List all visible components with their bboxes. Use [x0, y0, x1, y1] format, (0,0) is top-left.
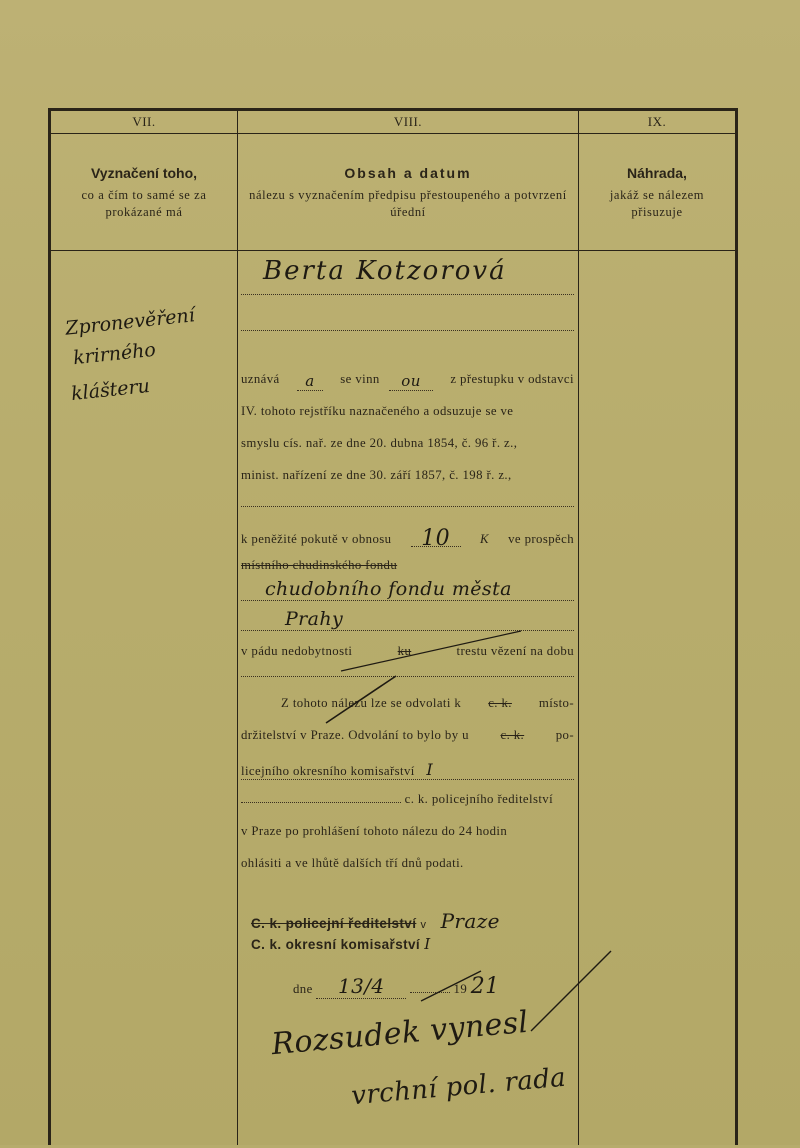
header-viii-subtitle: nálezu s vyznačením předpisu přestoupeného a potvrzení úřední: [249, 188, 567, 219]
handwritten-fund-2: Prahy: [285, 608, 344, 630]
text-dne: dne: [293, 982, 313, 996]
struck-ck: c. k.: [500, 728, 525, 742]
handwritten-offence-line-1: Zpronevěření: [64, 304, 196, 340]
struck-ck: c. k.: [488, 696, 512, 710]
text-trestu: trestu vězení na dobu: [456, 644, 574, 658]
text: držitelství v Praze. Odvolání to bylo by u: [241, 728, 469, 742]
text: c. k. policejního ředitelství: [404, 792, 554, 806]
struck-ku: ku: [397, 644, 412, 658]
handwritten-district: I: [426, 760, 434, 779]
text-currency: K: [479, 532, 489, 546]
handwritten-offence-line-2: krirného: [72, 338, 157, 370]
handwritten-signature-title: vrchní pol. rada: [350, 1062, 568, 1112]
text: v Praze po prohlášení tohoto nálezu do 24 hodin: [241, 824, 508, 838]
text-pokuta: k peněžité pokutě v obnosu: [241, 532, 392, 546]
text-nedobytnosti: v pádu nedobytnosti: [241, 644, 353, 658]
header-ix-title: Náhrada,: [627, 165, 687, 181]
column-number-viii: VIII.: [393, 114, 423, 129]
text: místo-: [538, 696, 574, 710]
stamp-text: C. k. policejní ředitelství: [251, 916, 417, 931]
appeal-line-6: ohlásiti a ve lhůtě dalších tří dnů podati.: [241, 856, 464, 870]
header-ix-subtitle: jakáž se nálezem přisuzuje: [609, 188, 705, 219]
verdict-line-4: minist. nařízení ze dne 30. září 1857, č. 198 ř. z.,: [241, 468, 512, 482]
handwritten-date: 13/4: [316, 974, 406, 999]
handwritten-signature: Rozsudek vynesl: [269, 1004, 530, 1063]
handwritten-ou: ou: [389, 372, 433, 391]
stamp-v: v: [420, 919, 427, 931]
column-number-vii: VII.: [132, 114, 156, 129]
text-year-prefix: 19: [453, 982, 468, 996]
text: Z tohoto nálezu lze se odvolati k: [281, 696, 462, 710]
stamp-text: C. k. okresní komisařství: [251, 937, 421, 952]
text-ve-prospech: ve prospěch: [508, 532, 574, 546]
handwritten-amount: 10: [411, 532, 461, 547]
register-table: [48, 108, 738, 1145]
header-vii-title: Vyznačení toho,: [90, 165, 198, 181]
text: IV. tohoto rejstříku naznačeného a odsuzuje se ve: [241, 404, 514, 418]
handwritten-praze: Praze: [440, 909, 500, 933]
header-vii-subtitle: co a čím to samé se za prokázané má: [81, 188, 207, 219]
text-z-prestupku: z přestupku v odstavci: [450, 372, 574, 386]
handwritten-district: I: [424, 935, 431, 953]
handwritten-name: Berta Kotzorová: [263, 256, 507, 286]
pen-strokes: [51, 111, 741, 1148]
handwritten-a: a: [297, 372, 323, 391]
struck-fund: místního chudinského fondu: [241, 558, 398, 572]
handwritten-year: 21: [470, 974, 500, 999]
handwritten-offence-line-3: klášteru: [70, 374, 151, 406]
text: licejního okresního komisařství: [241, 764, 415, 778]
handwritten-fund-1: chudobního fondu města: [265, 578, 512, 600]
column-number-ix: IX.: [647, 114, 667, 129]
header-viii-title: Obsah a datum: [344, 165, 472, 181]
verdict-line-3: smyslu cís. nař. ze dne 20. dubna 1854, č. 96 ř. z.,: [241, 436, 518, 450]
text-se-vinn: se vinn: [340, 372, 380, 386]
text: po-: [555, 728, 574, 742]
text-uznava: uznává: [241, 372, 280, 386]
